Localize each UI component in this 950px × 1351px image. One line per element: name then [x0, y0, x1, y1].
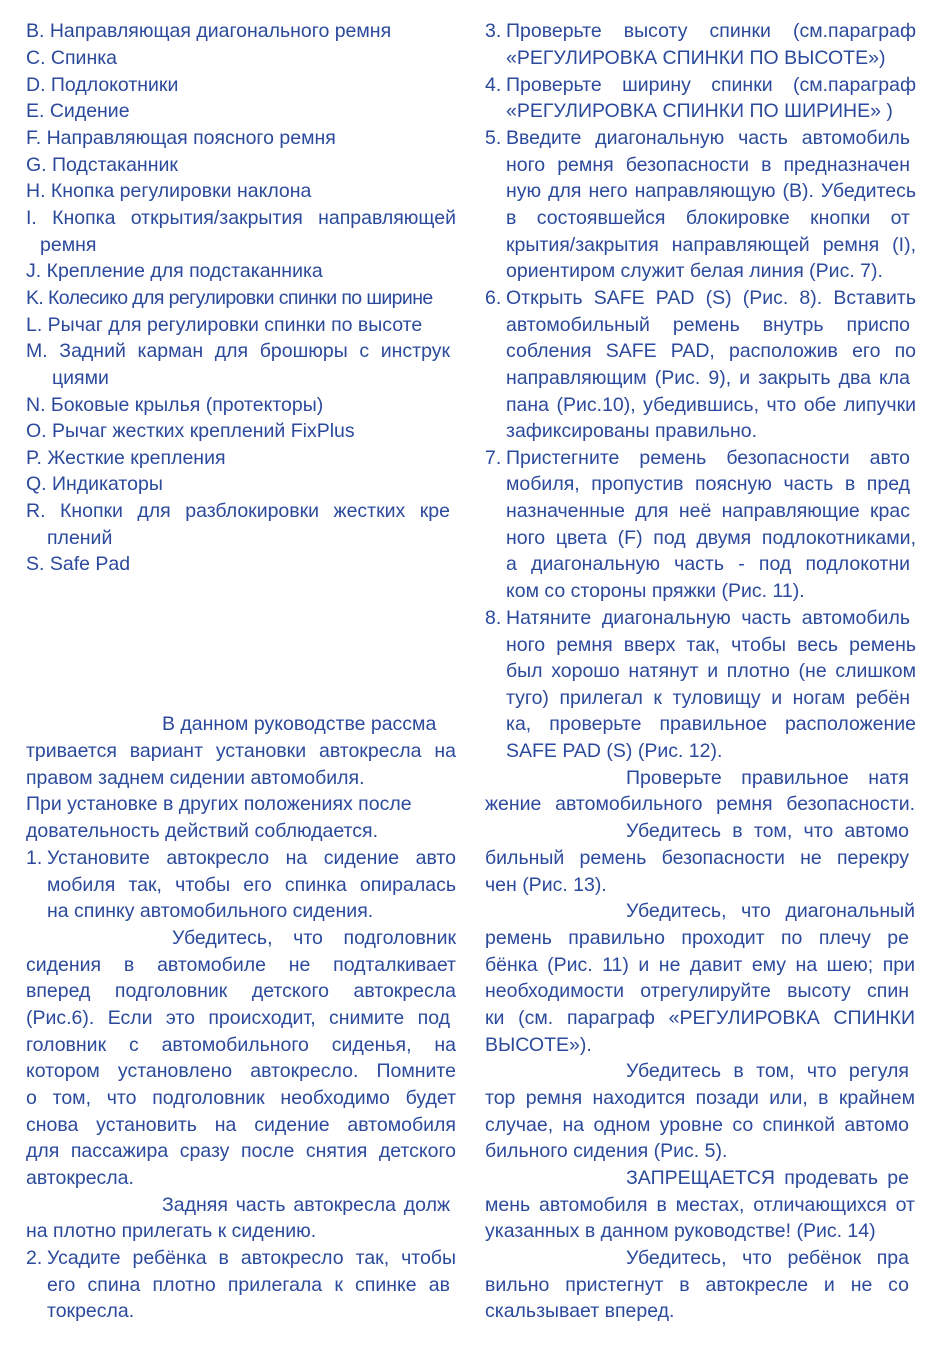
note-line: необходимости отрегулируйте высоту спин — [485, 980, 909, 1002]
note-line: ки (см. параграф «РЕГУЛИРОВКА СПИНКИ — [485, 1007, 915, 1029]
step-5-line: ного ремня безопасности в предназначен — [506, 154, 910, 176]
step-4-line: «РЕГУЛИРОВКА СПИНКИ ПО ШИРИНЕ» ) — [506, 100, 893, 122]
step-8-line: был хорошо натянут и плотно (не слишком — [506, 660, 916, 682]
note-line: снова установить на сидение автомобиля — [26, 1114, 456, 1136]
note-line: Убедитесь, что диагональный — [626, 900, 915, 922]
legend-item-l: L. Рычаг для регулировки спинки по высоте — [26, 314, 423, 336]
step-6-line: собления SAFE PAD, расположив его по — [506, 340, 916, 362]
note-line: Убедитесь в том, что регуля — [626, 1060, 909, 1082]
legend-item-n: N. Боковые крылья (протекторы) — [26, 394, 324, 416]
step-7-line: мобиля, пропустив поясную часть в пред — [506, 473, 910, 495]
note-line: сидения в автомобиле не подталкивает — [26, 954, 456, 976]
note-line: скальзывает вперед. — [485, 1300, 675, 1322]
legend-item-r: R. Кнопки для разблокировки жестких кре — [26, 500, 450, 522]
step-number: 1. — [26, 847, 43, 869]
note-line: бильного сидения (Рис. 5). — [485, 1140, 728, 1162]
legend-item-e: E. Сидение — [26, 100, 130, 122]
step-5-line: крытия/закрытия направляющей ремня (I), — [506, 234, 916, 256]
legend-item-s: S. Safe Pad — [26, 553, 131, 575]
note-line: Проверьте правильное натя — [626, 767, 909, 789]
step-3-line: «РЕГУЛИРОВКА СПИНКИ ПО ВЫСОТЕ») — [506, 47, 886, 69]
legend-item-c: C. Спинка — [26, 47, 118, 69]
note-line: Убедитесь, что ребёнок пра — [626, 1247, 909, 1269]
note-line: котором установлено автокресло. Помните — [26, 1060, 456, 1082]
note-line: Убедитесь в том, что автомо — [626, 820, 909, 842]
legend-item-d: D. Подлокотники — [26, 74, 179, 96]
note-line: головник с автомобильного сиденья, на — [26, 1034, 456, 1056]
note-line: Убедитесь, что подголовник — [172, 927, 456, 949]
note-line: ВЫСОТЕ»). — [485, 1034, 592, 1056]
note-line: вперед подголовник детского автокресла — [26, 980, 456, 1002]
note-line: чен (Рис. 13). — [485, 874, 607, 896]
note-line: бильный ремень безопасности не перекру — [485, 847, 909, 869]
step-2-line: Усадите ребёнка в автокресло так, чтобы — [47, 1247, 456, 1269]
step-8-line: ка, проверьте правильное расположение — [506, 713, 916, 735]
legend-item-i: I. Кнопка открытия/закрытия направляющей — [26, 207, 456, 229]
step-number: 5. — [485, 127, 502, 149]
note-line: ремень правильно проходит по плечу ре — [485, 927, 909, 949]
step-7-line: назначенные для неё направляющие крас — [506, 500, 910, 522]
legend-item-f: F. Направляющая поясного ремня — [26, 127, 336, 149]
step-1-line: мобиля так, чтобы его спинка опиралась — [47, 874, 456, 896]
warning-line: ЗАПРЕЩАЕТСЯ продевать ре — [626, 1167, 909, 1189]
step-1-line: Установите автокресло на сидение авто — [47, 847, 456, 869]
step-5-line: Введите диагональную часть автомобиль — [506, 127, 910, 149]
step-8-line: туго) прилегал к туловищу и ногам ребён — [506, 687, 910, 709]
step-7-line: а диагональную часть - под подлокотни — [506, 553, 910, 575]
legend-item-b: B. Направляющая диагонального ремня — [26, 20, 392, 42]
paragraph-line: В данном руководстве рассма — [162, 713, 437, 735]
step-7-line: Пристегните ремень безопасности авто — [506, 447, 910, 469]
legend-item-o: O. Рычаг жестких креплений FixPlus — [26, 420, 355, 442]
step-1-line: на спинку автомобильного сидения. — [47, 900, 374, 922]
step-number: 2. — [26, 1247, 43, 1269]
note-line: жение автомобильного ремня безопасности. — [485, 793, 915, 815]
step-6-line: автомобильный ремень внутрь приспо — [506, 314, 910, 336]
step-number: 4. — [485, 74, 502, 96]
paragraph-line: довательность действий соблюдается. — [26, 820, 378, 842]
step-number: 6. — [485, 287, 502, 309]
note-line: вильно пристегнут в автокресле и не со — [485, 1274, 909, 1296]
step-7-line: ного цвета (F) под двумя подлокотниками, — [506, 527, 916, 549]
step-number: 7. — [485, 447, 502, 469]
step-8-line: SAFE PAD (S) (Рис. 12). — [506, 740, 723, 762]
step-6-line: зафиксированы правильно. — [506, 420, 758, 442]
step-5-line: ную для него направляющую (B). Убедитесь — [506, 180, 916, 202]
legend-item-q: Q. Индикаторы — [26, 473, 163, 495]
step-5-line: в состоявшейся блокировке кнопки от — [506, 207, 910, 229]
step-2-line: его спина плотно прилегала к спинке ав — [47, 1274, 450, 1296]
legend-item-j: J. Крепление для подстаканника — [26, 260, 323, 282]
step-5-line: ориентиром служит белая линия (Рис. 7). — [506, 260, 883, 282]
note-line: тор ремня находится позади или, в крайнем — [485, 1087, 915, 1109]
step-number: 8. — [485, 607, 502, 629]
legend-item-i-cont: ремня — [40, 234, 97, 256]
warning-line: мень автомобиля в местах, отличающихся от — [485, 1194, 915, 1216]
legend-item-r-cont: плений — [47, 527, 113, 549]
legend-item-p: P. Жесткие крепления — [26, 447, 226, 469]
legend-item-m-cont: циями — [52, 367, 109, 389]
note-line: на плотно прилегать к сидению. — [26, 1220, 317, 1242]
paragraph-line: При установке в других положениях после — [26, 793, 412, 815]
step-2-line: токресла. — [47, 1300, 135, 1322]
note-line: Задняя часть автокресла долж — [162, 1194, 450, 1216]
legend-item-k: K. Колесико для регулировки спинки по ширине — [26, 287, 433, 309]
note-line: для пассажира сразу после снятия детского — [26, 1140, 456, 1162]
step-3-line: Проверьте высоту спинки (см.параграф — [506, 20, 916, 42]
warning-line: указанных в данном руководстве! (Рис. 14) — [485, 1220, 876, 1242]
note-line: случае, на одном уровне со спинкой автомо — [485, 1114, 909, 1136]
step-number: 3. — [485, 20, 502, 42]
legend-item-g: G. Подстаканник — [26, 154, 178, 176]
step-7-line: ком со стороны пряжки (Рис. 11). — [506, 580, 805, 602]
step-8-line: ного ремня вверх так, чтобы весь ремень — [506, 634, 916, 656]
paragraph-line: правом заднем сидении автомобиля. — [26, 767, 365, 789]
step-6-line: направляющим (Рис. 9), и закрыть два кла — [506, 367, 910, 389]
step-6-line: пана (Рис.10), убедившись, что обе липучки — [506, 394, 916, 416]
note-line: (Рис.6). Если это происходит, снимите под — [26, 1007, 450, 1029]
legend-item-m: M. Задний карман для брошюры с инструк — [26, 340, 450, 362]
step-6-line: Открыть SAFE PAD (S) (Рис. 8). Вставить — [506, 287, 916, 309]
step-8-line: Натяните диагональную часть автомобиль — [506, 607, 910, 629]
note-line: автокресла. — [26, 1167, 134, 1189]
paragraph-line: тривается вариант установки автокресла на — [26, 740, 456, 762]
note-line: бёнка (Рис. 11) и не давит ему на шею; при — [485, 954, 915, 976]
note-line: о том, что подголовник необходимо будет — [26, 1087, 456, 1109]
step-4-line: Проверьте ширину спинки (см.параграф — [506, 74, 916, 96]
legend-item-h: H. Кнопка регулировки наклона — [26, 180, 312, 202]
